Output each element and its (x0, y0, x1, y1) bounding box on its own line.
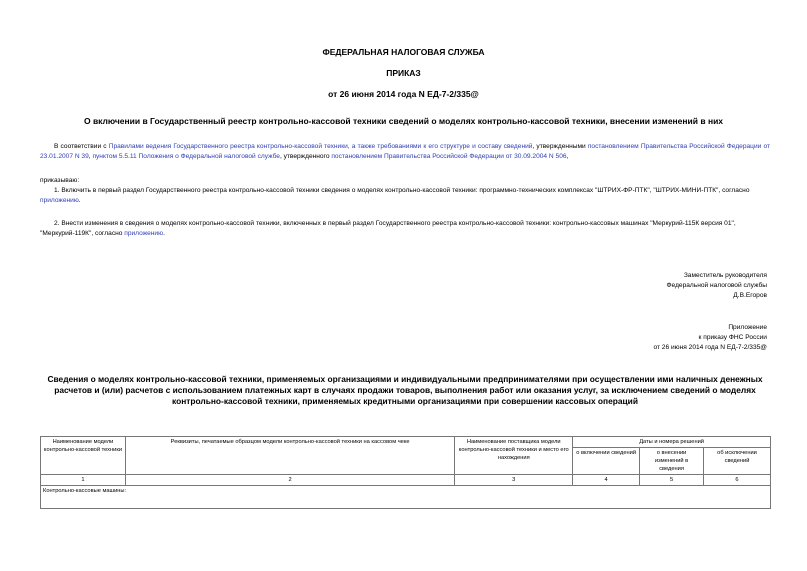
col-number: 2 (125, 475, 454, 486)
col-number: 3 (455, 475, 573, 486)
document-type: ПРИКАЗ (386, 68, 421, 78)
preamble-paragraph (40, 142, 770, 162)
signature-block (500, 271, 767, 301)
col-number: 1 (41, 475, 126, 486)
order-word: приказываю: (40, 177, 80, 184)
preamble-text-3: , (88, 153, 93, 160)
column-numbers-row (41, 475, 771, 486)
appendix-date-number: от 26 июня 2014 года N ЕД-7-2/335@ (653, 344, 767, 351)
item-1-end: . (78, 197, 81, 204)
resolution-2007-link[interactable]: постановлением Правительства Российской Федерации от 23.01.2007 N 39 (40, 143, 771, 160)
col-number: 5 (640, 475, 704, 486)
signature-name: Д.В.Егоров (733, 292, 767, 299)
section-title: Сведения о моделях контрольно-кассовой техники, применяемых организациями и индивидуальными предпринимателями при осуществлении ими наличных денежных расчетов и (или) расчетов с использованием платежных карт в случаях продажи товаров, выполнения работ или оказания услуг, за исключением сведений о моделях контрольно-кассовой техники, применяемых кредитными организациями при совершении кассовых операций (47, 374, 763, 406)
signature-agency: Федеральной налоговой службы (666, 282, 767, 289)
col-header-inclusion: о включении сведений (573, 448, 640, 475)
table-section-row (41, 486, 771, 509)
item-2 (40, 219, 770, 239)
kkt-table (40, 436, 771, 509)
col-header-requisites: Реквизиты, печатаемые образцом модели контрольно-кассовой техники на кассовом чеке (125, 437, 454, 475)
item-2-text: 2. Внести изменения в сведения о моделях контрольно-кассовой техники, включенных в первый раздел Государственного реестра контрольно-кассовой техники: контрольно-кассовых машинах "Меркурий-115К версия 01", "Меркурий-119К", согласно (40, 220, 736, 237)
rules-link[interactable]: Правилами ведения Государственного реестра контрольно-кассовой техники, а также требованиями к его структуре и составу сведений (108, 143, 533, 150)
agency-name: ФЕДЕРАЛЬНАЯ НАЛОГОВАЯ СЛУЖБА (322, 47, 485, 57)
item-1 (40, 186, 770, 206)
preamble-text-1: В соответствии с (54, 143, 109, 150)
regulation-clause-link[interactable]: пунктом 5.5.11 Положения о Федеральной налоговой службе (92, 153, 280, 160)
col-header-supplier: Наименование поставщика модели контрольно-кассовой техники и место его нахождения (455, 437, 573, 475)
section-row-label: Контрольно-кассовые машины: (41, 486, 771, 509)
appendix-reference: к приказу ФНС России (698, 334, 767, 341)
col-header-decisions: Даты и номера решений (573, 437, 771, 448)
preamble-text-2: , утвержденными (532, 143, 588, 150)
item-2-appendix-link[interactable]: приложению (124, 230, 164, 237)
col-number: 6 (704, 475, 771, 486)
col-header-changes: о внесении изменений в сведения (640, 448, 704, 475)
resolution-2004-link[interactable]: постановлением Правительства Российской Федерации от 30.09.2004 N 506 (331, 153, 567, 160)
item-2-end: . (163, 230, 165, 237)
item-1-text: 1. Включить в первый раздел Государственного реестра контрольно-кассовой техники сведения о моделях контрольно-кассовой техники: программно-технических комплексах "ШТРИХ-ФР-ПТК", "ШТРИХ-МИНИ-ПТК", согласно (54, 187, 750, 194)
preamble-text-4: , утвержденного (279, 153, 332, 160)
document-date-number: от 26 июня 2014 года N ЕД-7-2/335@ (328, 89, 479, 99)
document-title: О включении в Государственный реестр контрольно-кассовой техники сведений о моделях контрольно-кассовой техники, внесении изменений в них (83, 116, 724, 126)
col-number: 4 (573, 475, 640, 486)
appendix-label: Приложение (728, 324, 767, 331)
preamble-text-5: , (566, 153, 569, 160)
col-header-model: Наименование модели контрольно-кассовой техники (41, 437, 126, 475)
signature-position: Заместитель руководителя (683, 272, 767, 279)
col-header-exclusion: об исключении сведений (704, 448, 771, 475)
appendix-header (500, 323, 767, 353)
item-1-appendix-link[interactable]: приложению (40, 197, 79, 204)
